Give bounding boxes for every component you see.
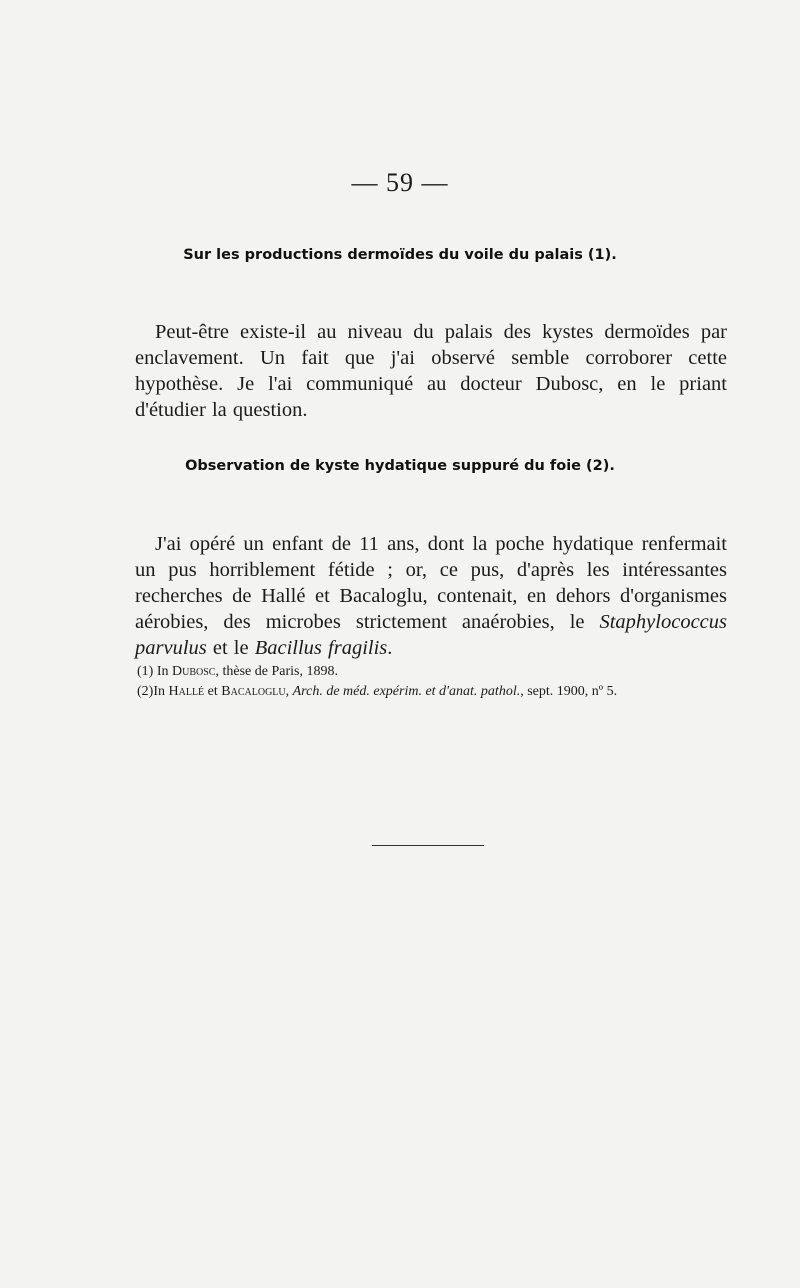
footnote-author: Dubosc: [172, 664, 216, 679]
footnote: [137, 662, 737, 682]
footnote-marker: (1): [137, 664, 154, 679]
footnote-separator: ,: [285, 684, 290, 699]
footnote-rest: , sept. 1900, nº 5.: [520, 684, 618, 699]
page-number: — 59 —: [351, 168, 449, 197]
footnotes: [137, 662, 737, 702]
footnote-author: Hallé: [168, 684, 205, 699]
footnote-rest: , thèse de Paris, 1898.: [215, 664, 338, 679]
paragraph-text: J'ai opéré un enfant de 11 ans, dont la poche hydatique renfermait un pus horriblement fétide ; or, ce pus, d'après les intéressantes recherches de Hallé et Bacaloglu, contenait, en dehors d'organismes aérobies, des microbes strictement anaérobies, le: [135, 532, 727, 633]
footnote-marker: (2): [137, 684, 154, 699]
footnote-connector: et: [207, 684, 218, 699]
body-paragraph: [135, 531, 727, 661]
paragraph-end: .: [387, 636, 393, 659]
paragraph-connector: et le: [212, 636, 249, 659]
section-heading: Sur les productions dermoïdes du voile du palais (1).: [183, 247, 617, 263]
footnote-journal: Arch. de méd. expérim. et d'anat. pathol.: [292, 684, 521, 699]
footnote: [137, 682, 737, 702]
footnote-prefix: In: [153, 684, 165, 699]
body-paragraph: Peut-être existe-il au niveau du palais des kystes dermoïdes par enclavement. Un fait que j'ai observé semble corroborer cette hypothèse. Je l'ai communiqué au docteur Dubosc, en le priant d'étudier la question.: [135, 320, 727, 421]
footnote-prefix: In: [156, 664, 169, 679]
italic-term: Staphylococcus parvulus: [135, 610, 727, 659]
section-heading: Observation de kyste hydatique suppuré du foie (2).: [185, 458, 615, 474]
italic-term: Bacillus fragilis: [254, 636, 388, 659]
end-rule: [372, 845, 484, 846]
footnote-author: Bacaloglu: [221, 684, 286, 699]
